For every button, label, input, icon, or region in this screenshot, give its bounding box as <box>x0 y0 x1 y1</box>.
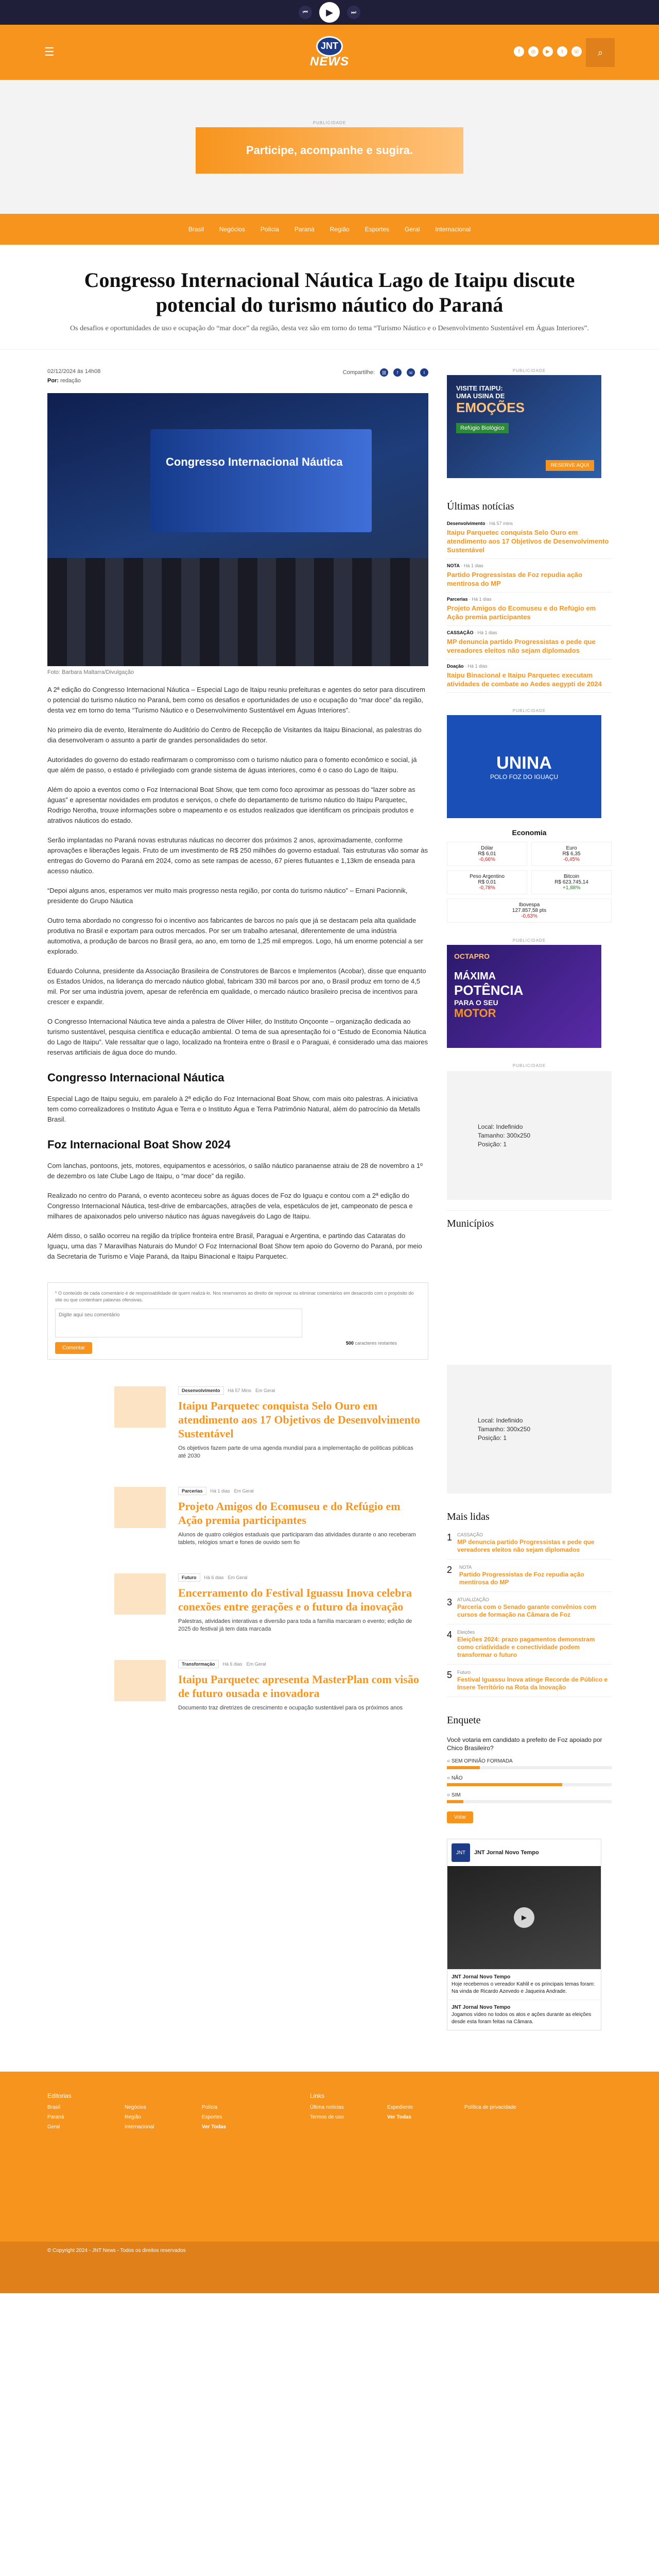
video-thumbnail[interactable] <box>447 1866 601 1969</box>
related-section: Em Geral <box>228 1575 248 1580</box>
related-category: Transformação <box>178 1660 219 1668</box>
most-read-category: ATUALIZAÇÃO <box>457 1597 489 1602</box>
article-paragraph: Outro tema abordado no congresso foi o incentivo aos fabricantes de barcos no país que já se destacam pela alta qualidade produtiva no Brasil e exportam para outros mercados. Por ser um trabalho artesanal, diferentemente de uma indústria automotiva, a produção de barcos no Brasil gera, ao ano, em torno de 1,25 mil empregos. Logo, há um enorme potencial a ser explorado. <box>47 917 423 955</box>
footer-bottom <box>0 2242 659 2293</box>
poll-bar <box>447 1800 612 1803</box>
most-read-item[interactable] <box>447 1560 612 1592</box>
poll-option[interactable] <box>447 1775 612 1786</box>
most-read-item[interactable] <box>447 1527 612 1560</box>
most-read-category: NOTA <box>459 1565 472 1570</box>
share-whatsapp-icon[interactable]: ☏ <box>407 368 415 377</box>
latest-news-item[interactable]: CASSAÇÃO · Há 1 dias MP denuncia partido Progressistas e pede que vereadores eleitos não sejam diplomados <box>447 626 612 659</box>
news-tag: Parcerias <box>447 597 468 602</box>
related-description: Documento traz diretrizes de crescimento e ocupação sustentável para os próximos anos <box>178 1705 403 1711</box>
poll-option-label: SIM <box>451 1792 461 1798</box>
sidebar <box>447 368 612 2030</box>
rank-number: 3 <box>447 1597 453 1607</box>
rate-card <box>531 870 612 894</box>
rate-change: -0,63% <box>521 913 537 919</box>
most-read-headline[interactable]: MP denuncia partido Progressistas e pede que vereadores eleitos não sejam diplomados <box>457 1538 595 1553</box>
article-paragraph: No primeiro dia de evento, literalmente do Auditório do Centro de Recepção de Visitantes da Itaipu Binacional, as palestras do dia desenvolveram o assunto a partir de grandes personalidades do setor. <box>47 726 422 744</box>
footer-link[interactable]: Última notícias <box>310 2105 344 2110</box>
article-title: Congresso Internacional Náutica Lago de Itaipu discute potencial do turismo náutico do Paraná <box>84 268 575 316</box>
news-tag: Doação <box>447 664 464 669</box>
related-thumbnail[interactable] <box>114 1386 166 1428</box>
poll-option[interactable] <box>447 1758 612 1769</box>
vote-button[interactable]: Votar <box>447 1811 473 1823</box>
poll-option-label: SEM OPINIÃO FORMADA <box>451 1758 513 1764</box>
news-title[interactable]: MP denuncia partido Progressistas e pede que vereadores eleitos não sejam diplomados <box>447 638 596 654</box>
related-time: Há 6 dias <box>204 1575 224 1580</box>
page-avatar[interactable]: JNT <box>452 1843 470 1862</box>
most-read-item[interactable] <box>447 1592 612 1624</box>
news-time: Há 1 dias <box>467 664 488 669</box>
audio-player <box>0 0 659 25</box>
rate-value: 127.857,58 pts <box>512 908 547 913</box>
share-link-icon[interactable]: ⛓ <box>380 368 388 377</box>
article-paragraph: Autoridades do governo do estado reafirmaram o compromisso com o turismo náutico para o fomento econômico e social, já que além de passo, o estado é privilegiado com grande sistema de águas interiores, como é o caso do Lago de Itaipu. <box>47 756 417 774</box>
economy-widget <box>447 828 612 923</box>
footer-link[interactable]: Negócios <box>125 2105 146 2110</box>
news-tag: CASSAÇÃO <box>447 630 474 635</box>
ad-placeholder <box>447 1071 612 1200</box>
unina-sub: POLO FOZ DO IGUAÇU <box>490 773 558 781</box>
ad-label: PUBLICIDADE <box>512 368 546 373</box>
ad-line: PARA O SEU <box>454 998 498 1007</box>
related-item[interactable] <box>47 1487 428 1547</box>
related-articles <box>47 1386 428 1712</box>
related-title[interactable]: Encerramento do Festival Iguassu Inova celebra conexões entre gerações e o futuro da inovação <box>178 1586 412 1613</box>
rate-name: Dólar <box>481 845 493 851</box>
unina-logo: UNINA <box>496 753 552 773</box>
related-category: Futuro <box>178 1573 200 1582</box>
rate-card <box>447 842 527 866</box>
news-title[interactable]: Partido Progressistas de Foz repudia ação mentirosa do MP <box>447 571 582 587</box>
nav-item[interactable]: Internacional <box>435 226 471 233</box>
share-twitter-icon[interactable]: t <box>420 368 428 377</box>
previous-icon[interactable]: ⏮ <box>299 6 312 19</box>
submit-comment-button[interactable]: Comentar <box>55 1342 92 1354</box>
ad-placeholder-line: Posição: 1 <box>478 1434 507 1442</box>
site-logo[interactable] <box>310 36 349 69</box>
related-category: Parcerias <box>178 1487 206 1495</box>
char-count: 500 <box>345 1341 354 1346</box>
ad-line: VISITE ITAIPU: <box>456 384 503 392</box>
related-title[interactable]: Itaipu Parquetec apresenta MasterPlan com visão de futuro ousada e inovadora <box>178 1673 419 1700</box>
most-read-headline[interactable]: Festival Iguassu Inova atinge Recorde de Público e Insere Território na Rota da Inovação <box>457 1676 608 1691</box>
hero-audience <box>47 558 428 666</box>
most-read-category: Futuro <box>457 1670 471 1675</box>
most-read-list <box>447 1527 612 1697</box>
news-time: Há 57 mins <box>489 521 513 526</box>
top-banner-ad[interactable]: Participe, acompanhe e sugira. <box>196 127 463 174</box>
facebook-icon[interactable]: f <box>514 46 524 57</box>
related-title[interactable]: Itaipu Parquetec conquista Selo Ouro em atendimento aos 17 Objetivos de Desenvolvimento Sustentável <box>178 1399 420 1440</box>
site-header <box>0 25 659 80</box>
hero-stage-screen <box>150 429 372 532</box>
article-paragraph: Além do apoio a eventos como o Foz Internacional Boat Show, que tem como foco aproximar as pessoas do “lazer sobre as águas” e apresentar novidades em produtos e serviços, o chefe do departamento de turismo náutico do Itaipu Parquetec, Rodrigo Nerotha, trouxe informações sobre o mapeamento e os estudos realizados que identificam os principais produtos e atrativos náuticos do estado. <box>47 786 415 824</box>
section-heading: Congresso Internacional Náutica <box>47 1071 224 1084</box>
article-paragraph: Especial Lago de Itaipu seguiu, em paralelo à 2ª edição do Foz Internacional Boat Show, com mais oito palestras. A iniciativa tem como correalizadores o Instituto Água e Terra e o Instituto Água e Terra Patrimônio Natural, além do patrocínio da Metalls Brasil. <box>47 1095 421 1123</box>
ad-line: POTÊNCIA <box>454 982 524 998</box>
related-time: Há 57 Mins <box>228 1388 252 1393</box>
news-tag: NOTA <box>447 563 460 568</box>
comment-form <box>47 1282 428 1360</box>
ad-placeholder-line: Local: Indefinido <box>478 1416 523 1424</box>
rate-value: R$ 6,35 <box>562 851 581 857</box>
article-date: 02/12/2024 às 14h08 <box>47 368 101 375</box>
facebook-post <box>447 1999 601 2030</box>
rate-name: Ibovespa <box>518 902 540 908</box>
radio-icon[interactable]: ○ <box>447 1758 450 1764</box>
footer-link[interactable]: Polícia <box>202 2105 218 2110</box>
most-read-headline[interactable]: Parceria com o Senado garante convênios com cursos de formação na Câmara de Foz <box>457 1603 597 1618</box>
ad-label: PUBLICIDADE <box>512 938 546 943</box>
poll-question: Você votaria em candidato a prefeito de Foz apoiado por Chico Brasileiro? <box>447 1736 602 1752</box>
ad-line: MÁXIMA <box>454 971 496 982</box>
footer-link[interactable]: Expediente <box>387 2105 413 2110</box>
related-section: Em Geral <box>255 1388 275 1393</box>
article-paragraph: “Depoi alguns anos, esperamos ver muito mais progresso nesta região, por conta do turismo náutico” – Ernani Pacionnik, presidente do Grupo Náutica <box>47 887 408 905</box>
octapro-ad[interactable] <box>447 945 601 1048</box>
hero-stage-text: Congresso Internacional Náutica <box>166 455 343 468</box>
related-description: Os objetivos fazem parte de uma agenda mundial para a implementação de políticas públicas até 2030 <box>178 1445 413 1459</box>
share-bar <box>343 368 428 377</box>
article-meta <box>47 368 428 384</box>
footer-link[interactable]: Brasil <box>47 2105 61 2110</box>
article-header <box>0 245 659 350</box>
unina-ad[interactable] <box>447 715 601 818</box>
related-description: Palestras, atividades interativas e diversão para toda a família marcaram o evento; edição de 2025 do festival já tem data marcada <box>178 1618 412 1632</box>
rate-card <box>447 899 612 923</box>
ad-placeholder-line: Tamanho: 300x250 <box>478 1131 531 1139</box>
related-category: Desenvolvimento <box>178 1386 224 1395</box>
most-read-category: Eleições <box>457 1630 475 1635</box>
nav-item[interactable]: Geral <box>405 226 420 233</box>
rank-number: 4 <box>447 1630 453 1640</box>
most-read-item[interactable] <box>447 1624 612 1665</box>
rate-value: R$ 623.745,14 <box>554 879 588 885</box>
nav-item[interactable]: Região <box>330 226 350 233</box>
whatsapp-icon[interactable]: ☏ <box>571 46 582 57</box>
latest-news-item[interactable]: Parcerias · Há 1 dias Projeto Amigos do Ecomuseu e do Refúgio em Ação premia participantes <box>447 592 612 626</box>
footer-link[interactable]: Política de privacidade <box>464 2105 516 2110</box>
footer-link[interactable]: Região <box>125 2114 141 2120</box>
footer-link[interactable]: Ver Todas <box>202 2124 227 2130</box>
news-title[interactable]: Itaipu Parquetec conquista Selo Ouro em atendimento aos 17 Objetivos de Desenvolvimento Sustentável <box>447 529 609 554</box>
rate-card <box>447 870 527 894</box>
youtube-icon[interactable]: ▶ <box>543 46 553 57</box>
article-paragraph: O Congresso Internacional Náutica teve ainda a palestra de Oliver Hiller, do Instituto Onçoonte – organização dedicada ao turismo sustentável, pesquisa científica e educação ambiental. O tema de sua apresentação foi o “Estudo de Economia Náutica do Lago de Itaipu”. Vale ressaltar que o lago, localizado na fronteira entre o Brasil e o Paraguai, é considerado uma das maiores reservas artificiais de água doce do mundo. <box>47 1018 428 1056</box>
ad-label: PUBLICIDADE <box>512 1063 546 1068</box>
poll-bar-fill <box>447 1800 463 1803</box>
related-time: Há 6 dias <box>222 1662 242 1667</box>
share-facebook-icon[interactable]: f <box>393 368 402 377</box>
related-item[interactable] <box>47 1573 428 1633</box>
main-nav <box>0 214 659 245</box>
comment-input[interactable] <box>55 1309 302 1337</box>
poll-option-label: NÃO <box>451 1775 463 1781</box>
ad-placeholder-line: Tamanho: 300x250 <box>478 1425 531 1433</box>
latest-news-item[interactable]: NOTA · Há 1 dias Partido Progressistas de Foz repudia ação mentirosa do MP <box>447 559 612 592</box>
share-label: Compartilhe: <box>342 369 375 376</box>
logo-badge: JNT <box>316 36 343 57</box>
economy-title: Economia <box>512 828 547 837</box>
nav-item[interactable]: Esportes <box>365 226 390 233</box>
octapro-logo: OCTAPRO <box>454 952 490 960</box>
rate-change: +1,88% <box>562 885 581 891</box>
radio-icon[interactable]: ○ <box>447 1792 450 1798</box>
latest-news-item[interactable]: Desenvolvimento · Há 57 mins Itaipu Parquetec conquista Selo Ouro em atendimento aos 17 Objetivos de Desenvolvimento Sustentável <box>447 517 612 559</box>
ad-label: PUBLICIDADE <box>313 120 346 125</box>
related-title[interactable]: Projeto Amigos do Ecomuseu e do Refúgio em Ação premia participantes <box>178 1500 401 1527</box>
most-read-headline[interactable]: Eleições 2024: prazo pagamentos demonstram como criatividade e conectividade podem transformar o futuro <box>457 1636 595 1658</box>
reserve-button[interactable]: RESERVE AQUI <box>546 460 594 471</box>
post-text: Jogamos vídeo no todos os atos e ações durante as eleições desde esta foram feitas na Câmara. <box>452 2012 592 2025</box>
news-time: Há 1 dias <box>463 563 483 568</box>
article-body <box>47 685 428 1262</box>
footer-link[interactable]: Ver Todas <box>387 2114 412 2120</box>
rate-value: R$ 0,01 <box>478 879 496 885</box>
nav-item[interactable]: Brasil <box>188 226 204 233</box>
rank-number: 5 <box>447 1670 453 1680</box>
related-description: Alunos de quatro colégios estaduais que participaram das atividades durante o ano receberam tablets, relógios smart e fones de ouvido sem fio <box>178 1532 416 1546</box>
latest-news-item[interactable]: Doação · Há 1 dias Itaipu Binacional e Itaipu Parquetec executam atividades de combate ao Aedes aegypti de 2024 <box>447 659 612 693</box>
related-section: Em Geral <box>234 1488 254 1494</box>
article-paragraph: Eduardo Colunna, presidente da Associação Brasileira de Construtores de Barcos e Implementos (Acobar), disse que enquanto os Estados Unidos, na liderança do mercado náutico global, fabricam 330 mil barcos por ano, o Brasil produz em torno de 4,5 mil. Por ser uma indústria jovem, apesar de referência em qualidade, o mercado náutico brasileiro precisa de incentivos para crescer e expandir. <box>47 967 426 1006</box>
footer-link[interactable]: Termos de uso <box>310 2114 344 2120</box>
play-icon[interactable]: ▶ <box>319 2 340 23</box>
facebook-widget <box>447 1839 601 2030</box>
rate-change: -0,66% <box>479 857 495 862</box>
rate-name: Peso Argentino <box>470 874 505 879</box>
related-thumbnail[interactable] <box>114 1660 166 1701</box>
rate-name: Bitcoin <box>563 874 579 879</box>
article-hero-image <box>47 393 428 666</box>
related-section: Em Geral <box>246 1662 266 1667</box>
char-counter-label: caracteres restantes <box>355 1341 397 1346</box>
most-read-headline[interactable]: Partido Progressistas de Foz repudia ação mentirosa do MP <box>459 1571 584 1586</box>
footer-link[interactable]: Paraná <box>47 2114 64 2120</box>
search-icon[interactable]: ⌕ <box>586 38 615 67</box>
news-title[interactable]: Itaipu Binacional e Itaipu Parquetec executam atividades de combate ao Aedes aegypti de 2024 <box>447 671 602 688</box>
poll-widget <box>447 1707 612 1823</box>
news-title[interactable]: Projeto Amigos do Ecomuseu e do Refúgio em Ação premia participantes <box>447 604 596 621</box>
latest-news-title: Últimas notícias <box>447 501 514 512</box>
post-author: JNT Jornal Novo Tempo <box>452 1974 511 1980</box>
ad-tag: Refúgio Biológico <box>456 423 509 433</box>
footer-links-title: Links <box>310 2092 325 2099</box>
poll-option[interactable] <box>447 1792 612 1803</box>
page-name[interactable]: JNT Jornal Novo Tempo <box>474 1850 539 1856</box>
radio-icon[interactable]: ○ <box>447 1775 450 1781</box>
twitter-icon[interactable]: t <box>557 46 567 57</box>
logo-text: NEWS <box>310 54 349 69</box>
post-text: Hoje recebemos o vereador Kahlil e os principais temas foram: Na vinda de Ricardo Azevedo e Jaqueira Andrade. <box>452 1981 595 1994</box>
ad-placeholder <box>447 1365 612 1494</box>
rate-value: R$ 6,01 <box>478 851 496 857</box>
itaipu-ad[interactable] <box>447 375 601 478</box>
news-time: Há 1 dias <box>477 630 497 635</box>
section-heading: Foz Internacional Boat Show 2024 <box>47 1138 231 1151</box>
municipalities-title: Municípios <box>447 1218 494 1229</box>
ad-placeholder-line: Local: Indefinido <box>478 1123 523 1130</box>
author-label: Por: <box>47 378 59 384</box>
post-author: JNT Jornal Novo Tempo <box>452 2005 511 2010</box>
footer-link[interactable]: Internacional <box>125 2124 154 2130</box>
related-thumbnail[interactable] <box>114 1487 166 1528</box>
article-main <box>47 368 428 2030</box>
rate-change: -0,45% <box>563 857 580 862</box>
footer-link[interactable]: Esportes <box>202 2114 222 2120</box>
related-time: Há 1 dias <box>210 1488 230 1494</box>
play-icon[interactable]: ▶ <box>514 1907 534 1928</box>
footer-editorias-title: Editorias <box>47 2092 72 2099</box>
poll-bar <box>447 1766 612 1769</box>
most-read-title: Mais lidas <box>447 1511 490 1522</box>
ad-line: EMOÇÕES <box>456 400 525 415</box>
poll-title: Enquete <box>447 1715 481 1726</box>
poll-bar-fill <box>447 1783 562 1786</box>
article-subtitle: Os desafios e oportunidades de uso e ocupação do “mar doce” da região, desta vez são em torno do tema “Turismo Náutico e o Desenvolvimento Sustentável em Águas Interiores”. <box>70 325 589 332</box>
related-thumbnail[interactable] <box>114 1573 166 1615</box>
rate-card <box>531 842 612 866</box>
rate-name: Euro <box>566 845 577 851</box>
rank-number: 2 <box>447 1565 453 1575</box>
site-footer <box>0 2072 659 2242</box>
menu-icon[interactable]: ☰ <box>44 45 55 58</box>
top-ad-slot <box>0 80 659 214</box>
news-tag: Desenvolvimento <box>447 521 485 526</box>
ad-line: MOTOR <box>454 1007 496 1020</box>
rate-change: -0,78% <box>479 885 495 891</box>
article-paragraph: Além disso, o salão ocorreu na região da tríplice fronteira entre Brasil, Paraguai e Argentina, e partindo das Cataratas do Iguaçu, uma das 7 Maravilhas Naturais do Mundo! O Foz Internacional Boat Show tem apoio do Governo do Paraná, por meio da Secretaria de Turismo e Viaje Paraná, da Itaipu Binacional e Itaipu Parquetec. <box>47 1232 422 1260</box>
rank-number: 1 <box>447 1532 453 1543</box>
comment-disclaimer: * O conteúdo de cada comentário é de responsabilidade de quem realizá-lo. Nos reservamos ao direito de reprovar ou eliminar comentários em desacordo com o propósito do site ou que contenham palavras ofensivas. <box>55 1291 414 1302</box>
related-item[interactable] <box>47 1660 428 1712</box>
footer-link[interactable]: Geral <box>47 2124 60 2130</box>
article-author: redação <box>60 378 81 384</box>
copyright-text: © Copyright 2024 - JNT News - Todos os direitos reservados <box>47 2248 186 2253</box>
article-paragraph: Serão implantadas no Paraná novas estruturas náuticas no decorrer dos próximos 2 anos, aproximadamente, conforme aprovações e liberações legais. Fruto de um investimento de R$ 250 milhões do governo estadual. Tais estruturas vão somar às entregas do Governo do Paraná em 2024, como as sete rampas de acesso, 67 píeres flutuantes e 1,13km de enseada para acesso náutico. <box>47 836 428 875</box>
ad-placeholder-line: Posição: 1 <box>478 1140 507 1148</box>
news-time: Há 1 dias <box>472 597 492 602</box>
poll-bar-fill <box>447 1766 480 1769</box>
most-read-item[interactable] <box>447 1665 612 1697</box>
ad-line: UMA USINA DE <box>456 392 505 400</box>
nav-item[interactable]: Negócios <box>219 226 245 233</box>
instagram-icon[interactable]: ◎ <box>528 46 539 57</box>
related-item[interactable] <box>47 1386 428 1460</box>
article-paragraph: Com lanchas, pontoons, jets, motores, equipamentos e acessórios, o salão náutico paranaense atraiu de 28 de novembro a 1º de dezembro os Iate Clube Lago de Itaipu, o “mar doce” da região. <box>47 1162 423 1180</box>
image-caption: Foto: Barbara Maltarra/Divulgação <box>47 669 134 675</box>
poll-bar <box>447 1783 612 1786</box>
nav-item[interactable]: Paraná <box>294 226 315 233</box>
article-paragraph: A 2ª edição do Congresso Internacional Náutica – Especial Lago de Itaipu reuniu prefeituras e agentes do setor para discutirem o potencial do turismo náutico no Paraná, bem como os desafios e oportunidades de uso e ocupação do “mar doce” da região, desta vez em torno do tema “Turismo Náutico e o Desenvolvimento Sustentável em Águas Interiores”. <box>47 686 425 714</box>
char-counter <box>346 1341 397 1346</box>
next-icon[interactable]: ⏭ <box>347 6 360 19</box>
facebook-post <box>447 1969 601 1999</box>
ad-label: PUBLICIDADE <box>512 708 546 713</box>
nav-item[interactable]: Polícia <box>260 226 279 233</box>
most-read-category: CASSAÇÃO <box>457 1532 483 1537</box>
social-links <box>514 46 582 57</box>
municipalities-widget <box>447 1210 612 1365</box>
article-paragraph: Realizado no centro do Paraná, o evento aconteceu sobre as águas doces de Foz do Iguaçu e contou com a 2ª edição do Congresso Internacional Náutica, test-drive de embarcações, atrações de vela, espetáculos de jet, campeonato de pesca e milhares de apaixonados pelo universo náutico nas águas navegáveis do Lago de Itaipu. <box>47 1192 413 1220</box>
